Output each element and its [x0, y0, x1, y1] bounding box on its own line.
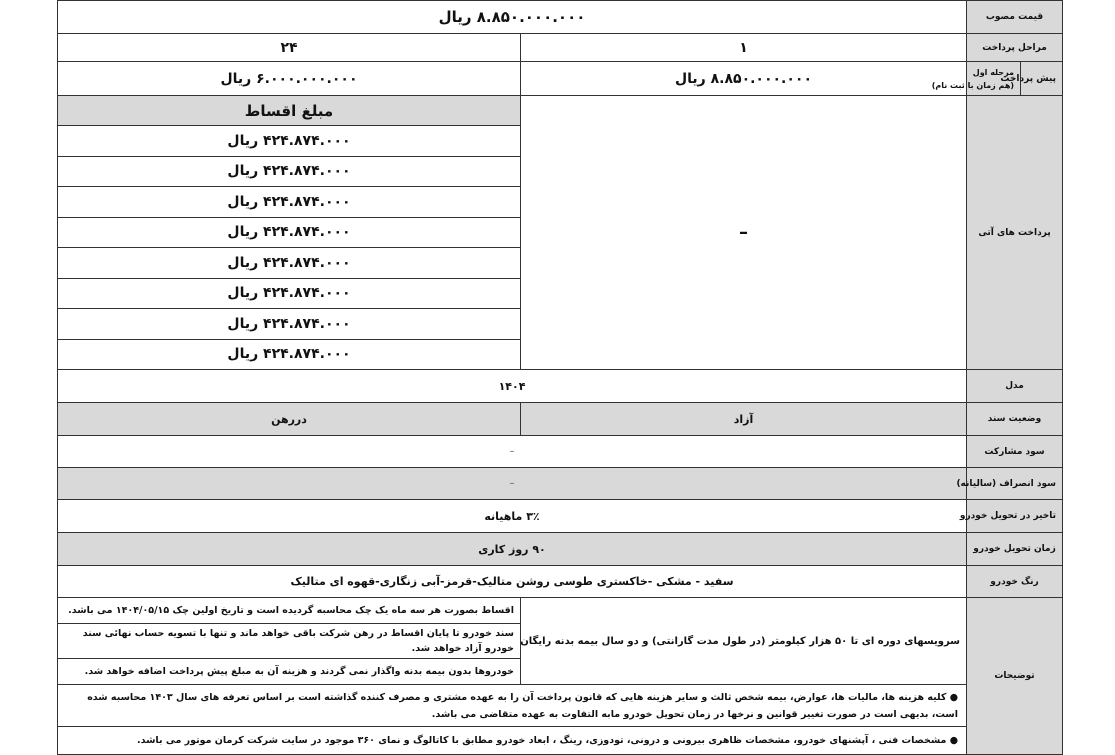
delivery-time-value: ۹۰ روز کاری: [58, 533, 967, 566]
note-installments: اقساط بصورت هر سه ماه یک چک محاسبه گردیده است و تاریخ اولین چک ۱۴۰۴/۰۵/۱۵ می باشد.: [58, 598, 521, 624]
label-cancellation-profit: سود انصراف (سالیانه): [967, 468, 1063, 500]
installment-amount: ۴۲۴.۸۷۴.۰۰۰ ریال: [58, 248, 521, 279]
installment-amount: ۴۲۴.۸۷۴.۰۰۰ ریال: [58, 278, 521, 309]
note-service: سرویسهای دوره ای تا ۵۰ هزار کیلومتر (در طول مدت گارانتی) و دو سال بیمه بدنه رایگان: [521, 598, 967, 685]
note-document: سند خودرو تا پایان اقساط در رهن شرکت باقی خواهد ماند و تنها با تسویه حساب نهائی سند خودرو آزاد خواهد شد.: [58, 624, 521, 659]
installments-header: مبلغ اقساط: [58, 96, 521, 126]
installment-amount: ۴۲۴.۸۷۴.۰۰۰ ریال: [58, 126, 521, 157]
installment-amount: ۴۲۴.۸۷۴.۰۰۰ ریال: [58, 187, 521, 218]
row-document-status: [58, 403, 1063, 436]
approved-price-value: ۸.۸۵۰.۰۰۰.۰۰۰ ریال: [58, 1, 967, 34]
label-delivery-delay: تاخیر در تحویل خودرو: [967, 500, 1063, 533]
delivery-delay-value: ۳٪ ماهیانه: [58, 500, 967, 533]
label-document-status: وضعیت سند: [967, 403, 1063, 436]
row-participation-profit: [58, 436, 1063, 468]
note-specs: ● مشخصات فنی ، آپشنهای خودرو، مشخصات ظاهری بیرونی و درونی، تودوزی، رینگ ، ابعاد خودرو مطابق با کاتالوگ و نمای ۳۶۰ موجود در سایت شرکت کرمان موتور می باشد.: [58, 727, 967, 755]
note-insurance: خودروها بدون بیمه بدنه واگذار نمی گردند و هزینه آن به مبلغ پیش پرداخت اضافه خواهد شد.: [58, 659, 521, 685]
row-payment-stages: [58, 34, 1063, 62]
label-delivery-time: زمان تحویل خودرو: [967, 533, 1063, 566]
row-delivery-time: [58, 533, 1063, 566]
model-value: ۱۴۰۴: [58, 370, 967, 403]
plan2-stages: ۲۴: [58, 34, 521, 62]
note-costs: ● کلیه هزینه ها، مالیات ها، عوارض، بیمه شخص ثالث و سایر هزینه هایی که قانون پرداخت آن را به عهده مشتری و مصرف کننده گذاشته است بر اساس تعرفه های سال ۱۴۰۳ محاسبه شده است، بدیهی است در صورت تغییر قوانین و نرخها در زمان تحویل خودرو مابه التفاوت به عهده متقاضی می باشد.: [58, 685, 967, 727]
installment-amount: ۴۲۴.۸۷۴.۰۰۰ ریال: [58, 217, 521, 248]
first-stage-note: (هم زمان با ثبت نام): [931, 80, 1015, 90]
row-notes-5: [58, 727, 1063, 755]
label-future-payments: پرداخت های آتی: [967, 96, 1063, 370]
installment-amount: ۴۲۴.۸۷۴.۰۰۰ ریال: [58, 156, 521, 187]
row-approved-price: [58, 1, 1063, 34]
label-payment-stages: مراحل پرداخت: [967, 34, 1063, 62]
label-descriptions: توضیحات: [967, 598, 1063, 755]
row-notes-1: [58, 598, 1063, 624]
plan2-prepayment: ۶.۰۰۰.۰۰۰.۰۰۰ ریال: [58, 62, 521, 96]
plan1-stages: ۱: [521, 34, 967, 62]
first-stage-title: مرحله اول: [972, 67, 1015, 77]
plan1-future-payments: –: [521, 96, 967, 370]
row-model: [58, 370, 1063, 403]
label-approved-price: قیمت مصوب: [967, 1, 1063, 34]
label-model: مدل: [967, 370, 1063, 403]
installment-amount: ۴۲۴.۸۷۴.۰۰۰ ریال: [58, 339, 521, 370]
row-delivery-delay: [58, 500, 1063, 533]
row-cancellation-profit: [58, 468, 1063, 500]
label-car-color: رنگ خودرو: [967, 566, 1063, 598]
plan1-prepayment: ۸.۸۵۰.۰۰۰.۰۰۰ ریال: [521, 62, 967, 96]
label-prepayment: پیش پرداخت: [1021, 62, 1063, 96]
participation-profit-value: –: [58, 436, 967, 468]
car-color-value: سفید - مشکی -خاکستری طوسی روشن متالیک-قرمز-آبی زنگاری-قهوه ای متالیک: [58, 566, 967, 598]
plan1-document-status: آزاد: [521, 403, 967, 436]
plan2-document-status: دررهن: [58, 403, 521, 436]
label-participation-profit: سود مشارکت: [967, 436, 1063, 468]
row-prepayment: [58, 62, 1063, 96]
price-table: [57, 0, 1063, 755]
installment-amount: ۴۲۴.۸۷۴.۰۰۰ ریال: [58, 309, 521, 340]
cancellation-profit-value: –: [58, 468, 967, 500]
row-notes-4: [58, 685, 1063, 727]
row-car-color: [58, 566, 1063, 598]
row-installments-header: [58, 96, 1063, 126]
